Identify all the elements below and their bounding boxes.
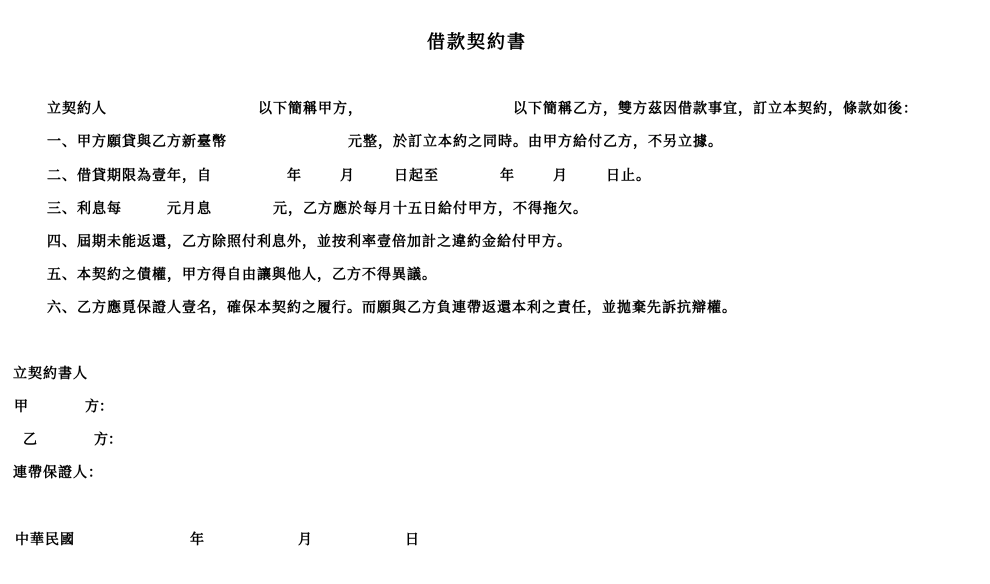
preamble-lender-phrase: 以下簡稱甲方，: [258, 101, 363, 117]
clause-2-end-day: 日止。: [606, 168, 651, 184]
date-year: 年: [190, 532, 204, 548]
party-a-char: 甲: [14, 399, 28, 415]
guarantor-label: 連帶保證人：: [13, 465, 103, 481]
clause-3-mid: 元月息: [167, 201, 212, 217]
document-title: 借款契約書: [427, 32, 527, 53]
clause-2-prefix: 二、借貸期限為壹年，自: [47, 168, 212, 184]
signatories-heading: 立契約書人: [13, 366, 88, 382]
party-b-suffix: 方：: [94, 432, 122, 448]
date-era: 中華民國: [15, 532, 75, 548]
clause-4: 四、屆期未能返還，乙方除照付利息外，並按利率壹倍加計之違約金給付甲方。: [47, 234, 572, 250]
date-month: 月: [298, 532, 312, 548]
preamble-borrower-phrase: 以下簡稱乙方，雙方茲因借款事宜，訂立本契約，條款如後：: [513, 101, 918, 117]
clause-2-start-month: 月: [340, 168, 355, 184]
clause-2-end-month: 月: [553, 168, 568, 184]
preamble-label: 立契約人: [47, 101, 107, 117]
clause-3-prefix: 三、利息每: [47, 201, 122, 217]
party-a-suffix: 方：: [85, 399, 113, 415]
party-b-char: 乙: [23, 432, 37, 448]
clause-1-part1: 一、甲方願貸與乙方新臺幣: [47, 134, 227, 150]
date-day: 日: [405, 532, 419, 548]
clause-5: 五、本契約之債權，甲方得自由讓與他人，乙方不得異議。: [47, 267, 437, 283]
clause-2-start-year: 年: [287, 168, 302, 184]
clause-2-end-year: 年: [500, 168, 515, 184]
clause-2-start-day: 日起至: [394, 168, 439, 184]
clause-1-part2: 元整，於訂立本約之同時。由甲方給付乙方，不另立據。: [348, 134, 723, 150]
clause-3-suffix: 元，乙方應於每月十五日給付甲方，不得拖欠。: [273, 201, 588, 217]
clause-6: 六、乙方應覓保證人壹名，確保本契約之履行。而願與乙方負連帶返還本利之責任，並拋棄先訴抗辯權。: [47, 300, 737, 316]
